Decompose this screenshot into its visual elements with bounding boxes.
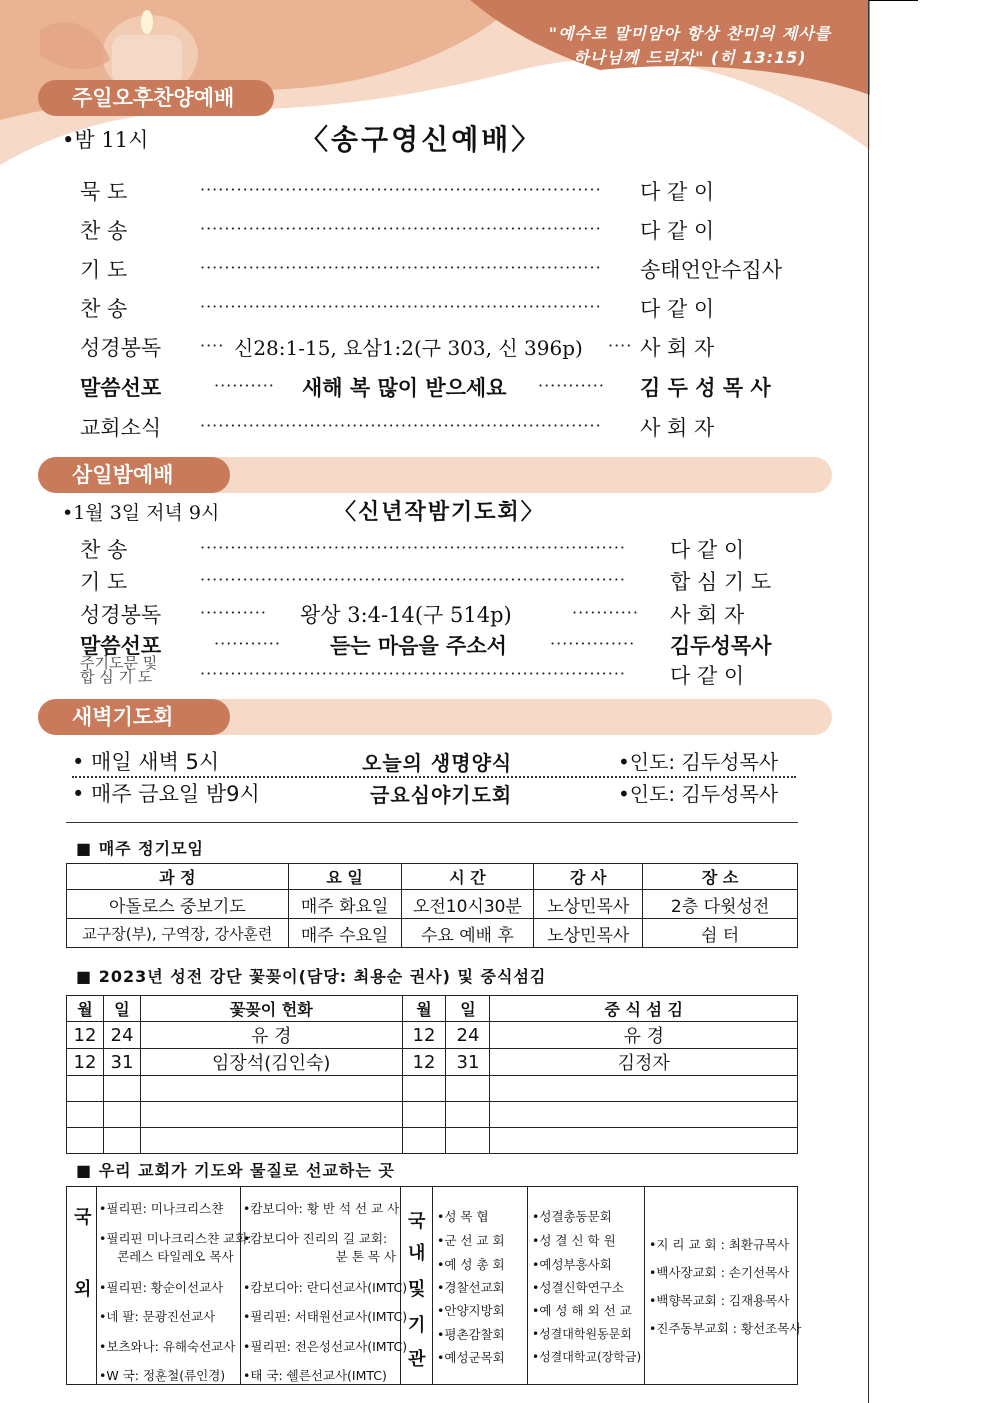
sunday-time: •밤 11시 bbox=[62, 128, 149, 152]
order-person: 사 회 자 bbox=[640, 416, 715, 440]
domestic-col1 bbox=[433, 1187, 528, 1384]
sunday-section-title: 주일오후찬양예배 bbox=[38, 80, 274, 116]
leader-dots: ·································································· bbox=[200, 416, 602, 435]
domestic-label-col bbox=[401, 1187, 433, 1384]
list-item: 분 톤 목 사 bbox=[335, 1249, 396, 1264]
table-header: 꽃꽂이 헌화 bbox=[140, 996, 402, 1022]
table-cell: 31 bbox=[103, 1049, 140, 1076]
list-item: •태 국: 쉘른선교사(IMTC) bbox=[243, 1368, 387, 1383]
list-item: •경찰선교회 bbox=[437, 1280, 505, 1295]
table-cell bbox=[402, 1102, 446, 1128]
leader-dots: ·································································· bbox=[200, 297, 602, 316]
leader-dots: ·········· bbox=[214, 376, 275, 395]
table-cell: 아돌로스 중보기도 bbox=[67, 890, 289, 919]
table-cell bbox=[67, 1076, 104, 1102]
table-row bbox=[67, 1049, 798, 1076]
order-label: 묵 도 bbox=[80, 180, 128, 204]
dawn-when: • 매주 금요일 밤9시 bbox=[72, 782, 260, 806]
list-item: •필리핀: 서태원선교사(IMTC) bbox=[243, 1309, 408, 1324]
table-header: 강 사 bbox=[534, 864, 643, 890]
table-row bbox=[67, 1076, 798, 1102]
list-item: •필리핀: 전은성선교사(IMTC) bbox=[243, 1339, 408, 1354]
foreign-missions-col2 bbox=[241, 1187, 408, 1384]
order-label bbox=[80, 656, 157, 684]
quote-line-1: "예수로 말미암아 항상 찬미의 제사를 bbox=[548, 24, 832, 43]
table-header: 과 정 bbox=[67, 864, 289, 890]
flowers-title: ■ 2023년 성전 강단 꽃꽂이(담당: 최용순 권사) 및 중식섬김 bbox=[76, 967, 547, 986]
table-cell: 24 bbox=[446, 1022, 490, 1049]
table-cell: 24 bbox=[103, 1022, 140, 1049]
order-person: 합 심 기 도 bbox=[670, 570, 772, 594]
foreign-label-char: 외 bbox=[74, 1279, 92, 1300]
leader-dots: ·············· bbox=[550, 634, 636, 653]
list-item: •백사장교회 : 손기선목사 bbox=[649, 1265, 790, 1280]
dawn-program: 오늘의 생명양식 bbox=[362, 751, 513, 775]
right-border bbox=[868, 0, 869, 1403]
table-cell: 매주 화요일 bbox=[288, 890, 401, 919]
list-item: 콘레스 타일레오 목사 bbox=[117, 1249, 234, 1264]
domestic-label-char: 국 bbox=[408, 1211, 426, 1232]
order-label: 성경봉독 bbox=[80, 603, 162, 627]
order-label: 찬 송 bbox=[80, 219, 128, 243]
order-label: 교회소식 bbox=[80, 416, 162, 440]
table-cell: 매주 수요일 bbox=[288, 919, 401, 948]
table-cell: 노상민목사 bbox=[534, 919, 643, 948]
dawn-leader: •인도: 김두성목사 bbox=[618, 782, 779, 806]
domestic-label-char: 기 bbox=[408, 1315, 426, 1336]
leader-dots: ······································································ bbox=[200, 570, 627, 589]
table-cell bbox=[446, 1076, 490, 1102]
header-quote bbox=[520, 22, 860, 70]
wednesday-section-title: 삼일밤예배 bbox=[38, 457, 230, 493]
list-item: •예성군목회 bbox=[437, 1350, 505, 1365]
order-person: 사 회 자 bbox=[670, 603, 745, 627]
table-cell bbox=[490, 1102, 798, 1128]
order-person: 다 같 이 bbox=[670, 664, 745, 688]
list-item: •캄보디아: 황 반 석 선 교 사 bbox=[243, 1201, 400, 1216]
table-header: 요 일 bbox=[288, 864, 401, 890]
table-cell bbox=[140, 1076, 402, 1102]
table-cell: 12 bbox=[402, 1049, 446, 1076]
quote-line-2: 하나님께 드리자" (히 13:15) bbox=[573, 48, 807, 67]
leader-dots: ······································································ bbox=[200, 538, 627, 557]
table-cell: 김정자 bbox=[490, 1049, 798, 1076]
table-cell: 12 bbox=[67, 1022, 104, 1049]
list-item: •필리핀: 미나크리스챤 bbox=[99, 1201, 224, 1216]
sermon-title: 새해 복 많이 받으세요 bbox=[302, 375, 507, 400]
dawn-section-title: 새벽기도회 bbox=[38, 699, 230, 735]
table-cell bbox=[490, 1076, 798, 1102]
table-header: 장 소 bbox=[643, 864, 798, 890]
leader-dots: ··········· bbox=[200, 603, 267, 622]
table-header: 월 bbox=[402, 996, 446, 1022]
table-cell: 쉼 터 bbox=[643, 919, 798, 948]
supported-churches-col bbox=[645, 1187, 802, 1384]
flowers-table bbox=[66, 995, 798, 1154]
table-header-row bbox=[67, 864, 798, 890]
dawn-program: 금요심야기도회 bbox=[370, 783, 513, 807]
list-item: •예 성 해 외 선 교 bbox=[532, 1303, 632, 1318]
table-cell: 유 경 bbox=[140, 1022, 402, 1049]
table-cell bbox=[67, 1128, 104, 1154]
table-header: 월 bbox=[67, 996, 104, 1022]
order-person: 김두성목사 bbox=[670, 633, 772, 658]
table-cell bbox=[402, 1128, 446, 1154]
table-cell: 12 bbox=[402, 1022, 446, 1049]
foreign-label-col bbox=[67, 1187, 97, 1384]
domestic-label-char: 내 bbox=[408, 1243, 426, 1264]
list-item: •성결신학연구소 bbox=[532, 1280, 624, 1295]
order-label: 찬 송 bbox=[80, 538, 128, 562]
dawn-leader: •인도: 김두성목사 bbox=[618, 750, 779, 774]
order-scripture: 왕상 3:4-14(구 514p) bbox=[300, 603, 512, 627]
list-item: •성 결 신 학 원 bbox=[532, 1233, 616, 1248]
domestic-col2 bbox=[528, 1187, 645, 1384]
table-cell bbox=[103, 1128, 140, 1154]
wednesday-time: •1월 3일 저녁 9시 bbox=[62, 502, 220, 524]
order-person: 송태언안수집사 bbox=[640, 258, 783, 282]
table-header: 일 bbox=[103, 996, 140, 1022]
order-person: 김 두 성 목 사 bbox=[640, 375, 771, 400]
dawn-when: • 매일 새벽 5시 bbox=[72, 750, 220, 774]
sermon-title: 듣는 마음을 주소서 bbox=[330, 633, 507, 658]
order-scripture: 신28:1-15, 요삼1:2(구 303, 신 396p) bbox=[234, 336, 583, 360]
table-cell: 12 bbox=[67, 1049, 104, 1076]
table-cell bbox=[103, 1102, 140, 1128]
list-item: •보츠와나: 유해숙선교사 bbox=[99, 1339, 236, 1354]
order-label: 말씀선포 bbox=[80, 375, 162, 400]
list-item: •진주동부교회 : 황선조목사 bbox=[649, 1321, 802, 1336]
list-item: •W 국: 정훈철(류인경) bbox=[99, 1368, 226, 1383]
order-person: 다 같 이 bbox=[640, 180, 715, 204]
list-item: •필리핀 미나크리스챤 교회: bbox=[99, 1231, 252, 1246]
order-person: 다 같 이 bbox=[640, 297, 715, 321]
list-item: •성결대학교(장학금) bbox=[532, 1350, 642, 1364]
order-person: 다 같 이 bbox=[640, 219, 715, 243]
foreign-label-char: 국 bbox=[74, 1207, 92, 1228]
table-cell: 수요 예배 후 bbox=[401, 919, 534, 948]
table-cell bbox=[490, 1128, 798, 1154]
wednesday-service-title: 〈신년작밤기도회〉 bbox=[334, 499, 545, 525]
table-cell: 임장석(김인숙) bbox=[140, 1049, 402, 1076]
table-header: 일 bbox=[446, 996, 490, 1022]
domestic-label-char: 관 bbox=[408, 1349, 426, 1370]
list-item: •성결대학원동문회 bbox=[532, 1327, 632, 1341]
table-cell: 2층 다윗성전 bbox=[643, 890, 798, 919]
meetings-title: ■ 매주 정기모임 bbox=[76, 839, 204, 858]
list-item: •캄보디아 진리의 길 교회: bbox=[243, 1231, 388, 1246]
missions-box bbox=[66, 1186, 802, 1385]
table-header: 중 식 섬 김 bbox=[490, 996, 798, 1022]
table-cell bbox=[140, 1128, 402, 1154]
leader-dots: ···· bbox=[608, 336, 633, 355]
list-item: •지 리 교 회 : 최환규목사 bbox=[649, 1237, 790, 1252]
list-item: •백향목교회 : 김재용목사 bbox=[649, 1293, 790, 1308]
table-cell bbox=[67, 1102, 104, 1128]
table-cell bbox=[446, 1102, 490, 1128]
list-item: •예성부흥사회 bbox=[532, 1257, 612, 1272]
domestic-label-char: 및 bbox=[408, 1279, 426, 1300]
order-label-line2: 합 심 기 도 bbox=[80, 668, 153, 686]
list-item: •성결총동문회 bbox=[532, 1209, 612, 1224]
list-item: •네 팔: 문광진선교사 bbox=[99, 1309, 216, 1324]
leader-dots: ·································································· bbox=[200, 258, 602, 277]
table-cell: 31 bbox=[446, 1049, 490, 1076]
table-row bbox=[67, 890, 798, 919]
order-label: 기 도 bbox=[80, 258, 128, 282]
list-item: •캄보디아: 란디선교사(IMTC) bbox=[243, 1280, 408, 1295]
table-cell bbox=[402, 1076, 446, 1102]
list-item: •안양지방회 bbox=[437, 1303, 505, 1318]
table-row bbox=[67, 1022, 798, 1049]
table-row bbox=[67, 919, 798, 948]
missions-title: ■ 우리 교회가 기도와 물질로 선교하는 곳 bbox=[76, 1161, 395, 1180]
leader-dots: ···· bbox=[200, 336, 225, 355]
meetings-table bbox=[66, 863, 798, 948]
order-label-line1: 주기도문 및 bbox=[80, 654, 158, 672]
list-item: •성 목 협 bbox=[437, 1209, 489, 1224]
table-header-row bbox=[67, 996, 798, 1022]
order-person: 사 회 자 bbox=[640, 336, 715, 360]
table-cell: 교구장(부), 구역장, 강사훈련 bbox=[67, 919, 289, 948]
table-header: 시 간 bbox=[401, 864, 534, 890]
leader-dots: ·································································· bbox=[200, 180, 602, 199]
leader-dots: ··········· bbox=[572, 603, 639, 622]
order-label: 말씀선포 bbox=[80, 633, 162, 658]
leader-dots: ··········· bbox=[538, 376, 605, 395]
sunday-service-title: 〈송구영신예배〉 bbox=[300, 123, 543, 156]
table-cell bbox=[103, 1076, 140, 1102]
order-label: 기 도 bbox=[80, 570, 128, 594]
table-cell: 유 경 bbox=[490, 1022, 798, 1049]
table-cell: 오전10시30분 bbox=[401, 890, 534, 919]
top-rule bbox=[868, 0, 918, 1]
list-item: •군 선 교 회 bbox=[437, 1233, 505, 1248]
table-row bbox=[67, 1102, 798, 1128]
section-divider bbox=[66, 822, 798, 823]
table-cell: 노상민목사 bbox=[534, 890, 643, 919]
order-label: 성경봉독 bbox=[80, 336, 162, 360]
leader-dots: ······································································ bbox=[200, 664, 627, 683]
list-item: •평촌감찰회 bbox=[437, 1327, 505, 1342]
order-label: 찬 송 bbox=[80, 297, 128, 321]
leader-dots: ··········· bbox=[214, 634, 281, 653]
foreign-missions-col1 bbox=[97, 1187, 252, 1384]
list-item: •필리핀: 황순이선교사 bbox=[99, 1280, 224, 1295]
leader-dots: ·································································· bbox=[200, 219, 602, 238]
table-cell bbox=[446, 1128, 490, 1154]
table-cell bbox=[140, 1102, 402, 1128]
order-person: 다 같 이 bbox=[670, 538, 745, 562]
table-row bbox=[67, 1128, 798, 1154]
list-item: •예 성 총 회 bbox=[437, 1257, 505, 1272]
